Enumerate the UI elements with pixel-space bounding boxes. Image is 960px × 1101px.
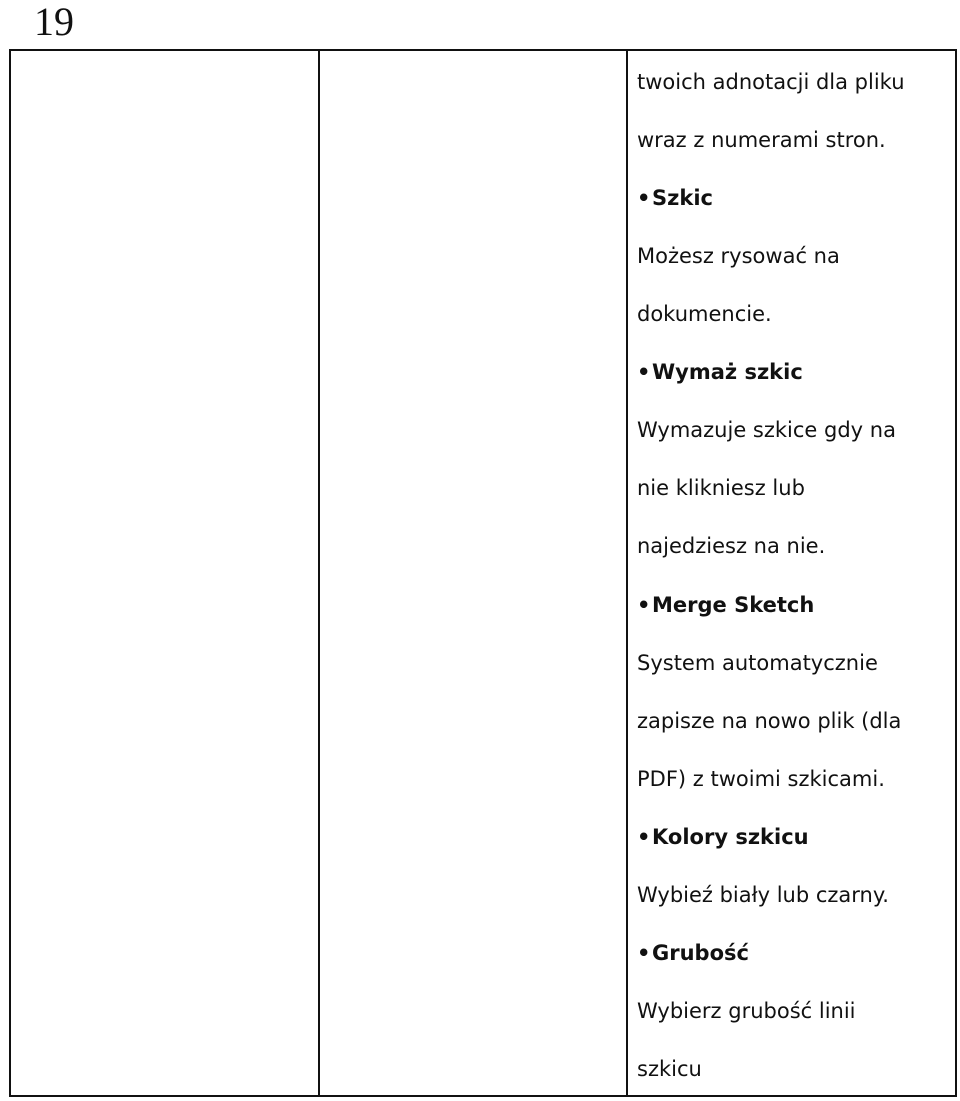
page-number: 19 [34, 0, 74, 44]
item-heading-merge-sketch [637, 591, 814, 619]
item-title: Wymaż szkic [652, 360, 803, 384]
document-table [9, 49, 957, 1097]
bullet-icon: • [637, 360, 651, 384]
item-title: Grubość [652, 941, 749, 965]
item-heading-grubosc [637, 939, 749, 967]
item-desc-line: System automatycznie [637, 651, 878, 675]
item-desc-line: PDF) z twoimi szkicami. [637, 767, 885, 791]
item-desc-line: nie klikniesz lub [637, 476, 805, 500]
intro-line: wraz z numerami stron. [637, 128, 886, 152]
item-heading-szkic [637, 184, 713, 212]
bullet-icon: • [637, 593, 651, 617]
column-divider-2 [626, 51, 628, 1095]
item-title: Kolory szkicu [652, 825, 809, 849]
item-desc-line: szkicu [637, 1057, 702, 1081]
item-desc-line: Wybierz grubość linii [637, 999, 856, 1023]
item-desc-line: Wybieź biały lub czarny. [637, 883, 889, 907]
column-divider-1 [318, 51, 320, 1095]
item-desc-line: dokumencie. [637, 302, 772, 326]
item-title: Merge Sketch [652, 593, 815, 617]
item-desc-line: najedziesz na nie. [637, 534, 826, 558]
item-desc-line: Możesz rysować na [637, 244, 840, 268]
bullet-icon: • [637, 825, 651, 849]
item-heading-kolory-szkicu [637, 823, 809, 851]
intro-line: twoich adnotacji dla pliku [637, 70, 905, 94]
item-heading-wymaz-szkic [637, 358, 803, 386]
item-title: Szkic [652, 186, 713, 210]
bullet-icon: • [637, 941, 651, 965]
item-desc-line: zapisze na nowo plik (dla [637, 709, 902, 733]
bullet-icon: • [637, 186, 651, 210]
item-desc-line: Wymazuje szkice gdy na [637, 418, 896, 442]
